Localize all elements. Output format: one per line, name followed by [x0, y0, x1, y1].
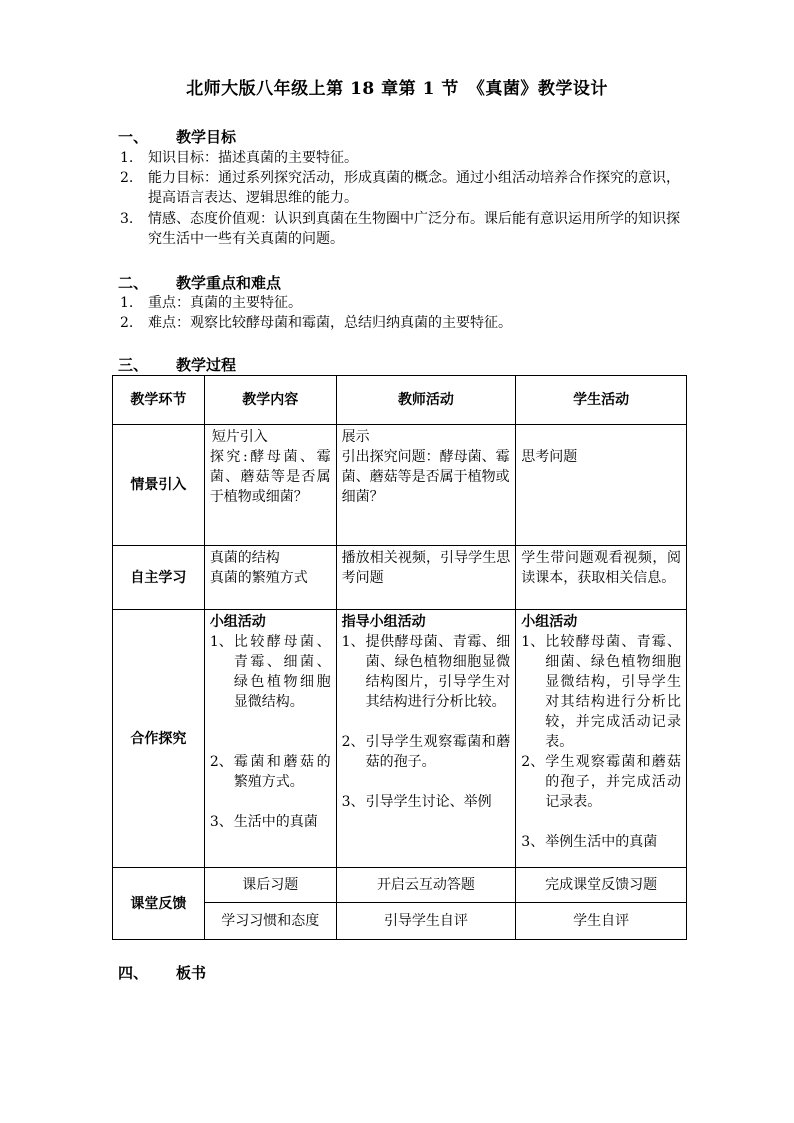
item-text: 难点：观察比较酵母菌和霉菌，总结归纳真菌的主要特征。 [148, 315, 512, 331]
teaching-process-table [112, 375, 687, 940]
stage-cell: 情景引入 [113, 425, 205, 546]
objective-item [120, 209, 680, 249]
cell-line: 探究:酵母菌、霉菌、蘑菇等是否属于植物或细菌？ [209, 449, 331, 505]
item-text: 生活中的真菌 [233, 814, 318, 830]
item-number: 2. [120, 315, 134, 331]
item-text: 能力目标：通过系列探究活动，形成真菌的概念。通过小组活动培养合作探究的意识，提高语言表达、逻辑思维的能力。 [148, 170, 680, 206]
list-item [521, 632, 681, 752]
item-number: 2、 [209, 754, 233, 770]
header-teacher: 教师活动 [336, 376, 516, 425]
list-item [210, 812, 331, 832]
stage-cell: 合作探究 [113, 610, 205, 868]
list-item [521, 752, 681, 812]
student-cell [516, 610, 687, 868]
table-row [113, 868, 687, 903]
section-number: 二、 [118, 274, 149, 292]
item-text: 举例生活中的真菌 [545, 834, 658, 850]
section-number: 四、 [118, 964, 149, 982]
item-text: 提供酵母菌、青霉、细菌、绿色植物细胞显微结构图片，引导学生对其结构进行分析比较。 [365, 634, 511, 710]
table-row [113, 546, 687, 610]
objective-item [120, 148, 680, 168]
content-cell: 学习习惯和态度 [204, 903, 336, 940]
teacher-cell [336, 425, 516, 546]
item-text: 重点：真菌的主要特征。 [148, 295, 302, 311]
document-title: 北师大版八年级上第 18 章第 1 节 《真菌》教学设计 [186, 79, 608, 99]
item-number: 1. [120, 295, 134, 311]
student-cell: 完成课堂反馈习题 [516, 868, 687, 903]
section-number: 三、 [118, 356, 149, 374]
item-number: 3、 [521, 834, 545, 850]
teacher-cell [336, 610, 516, 868]
cell-subtitle: 小组活动 [209, 614, 266, 630]
section-heading-key-points [118, 272, 281, 293]
item-number: 3、 [341, 794, 365, 810]
item-text: 比较酵母菌、青霉、细菌、绿色植物细胞显微结构。 [233, 634, 331, 710]
cell-subtitle: 指导小组活动 [341, 614, 426, 630]
stage-cell: 自主学习 [113, 546, 205, 610]
cell-subtitle: 小组活动 [521, 614, 578, 630]
table-row [113, 425, 687, 546]
section-title: 教学重点和难点 [176, 274, 282, 292]
teacher-cell: 引导学生自评 [336, 903, 516, 940]
section-heading-objectives [118, 126, 236, 147]
item-number: 3、 [209, 814, 233, 830]
item-number: 1. [120, 150, 134, 166]
stage-cell: 课堂反馈 [113, 868, 205, 940]
content-cell [204, 546, 336, 610]
item-number: 2、 [341, 734, 365, 750]
cell-line: 思考问题 [521, 449, 578, 465]
item-text: 学生观察霉菌和蘑菇的孢子，并完成活动记录表。 [545, 754, 681, 810]
list-item [521, 832, 681, 852]
item-text: 比较酵母菌、青霉、细菌、绿色植物细胞显微结构，引导学生对其结构进行分析比较，并完成活动记录表。 [545, 634, 681, 750]
cell-line: 真菌的结构 [209, 550, 280, 566]
key-point-item [120, 313, 680, 333]
table-header-row [113, 376, 687, 425]
cell-line: 真菌的繁殖方式 [209, 570, 308, 586]
section-title: 教学过程 [176, 356, 237, 374]
list-item [342, 792, 511, 812]
content-cell: 课后习题 [204, 868, 336, 903]
objective-item [120, 168, 680, 208]
item-number: 1、 [341, 634, 365, 650]
header-content: 教学内容 [204, 376, 336, 425]
item-text: 情感、态度价值观：认识到真菌在生物圈中广泛分布。课后能有意识运用所学的知识探究生活中一些有关真菌的问题。 [148, 211, 680, 247]
section-number: 一、 [118, 128, 149, 146]
section-title: 板书 [176, 964, 207, 982]
header-student: 学生活动 [516, 376, 687, 425]
item-text: 引导学生观察霉菌和蘑菇的孢子。 [365, 734, 511, 770]
list-item [342, 632, 511, 712]
list-item [210, 632, 331, 712]
content-cell [204, 610, 336, 868]
item-number: 2、 [521, 754, 545, 770]
section-title: 教学目标 [176, 128, 237, 146]
header-stage: 教学环节 [113, 376, 205, 425]
student-cell: 学生自评 [516, 903, 687, 940]
cell-line: 展示 [341, 429, 370, 445]
item-number: 1、 [521, 634, 545, 650]
section-heading-process [118, 354, 236, 375]
cell-line: 引出探究问题：酵母菌、霉菌、蘑菇等是否属于植物或细菌？ [341, 449, 510, 505]
list-item [342, 732, 511, 772]
cell-line: 短片引入 [211, 429, 268, 445]
teacher-cell: 播放相关视频，引导学生思考问题 [336, 546, 516, 610]
content-cell [204, 425, 336, 546]
item-text: 知识目标：描述真菌的主要特征。 [148, 150, 358, 166]
key-point-item [120, 293, 680, 313]
list-item [210, 752, 331, 792]
teacher-cell: 开启云互动答题 [336, 868, 516, 903]
student-cell: 学生带问题观看视频，阅读课本，获取相关信息。 [516, 546, 687, 610]
item-text: 引导学生讨论、举例 [365, 794, 492, 810]
student-cell [516, 425, 687, 546]
item-number: 2. [120, 170, 134, 186]
item-number: 1、 [209, 634, 233, 650]
section-heading-board [118, 962, 206, 983]
table-row [113, 610, 687, 868]
item-text: 霉菌和蘑菇的繁殖方式。 [233, 754, 331, 790]
item-number: 3. [120, 211, 134, 227]
